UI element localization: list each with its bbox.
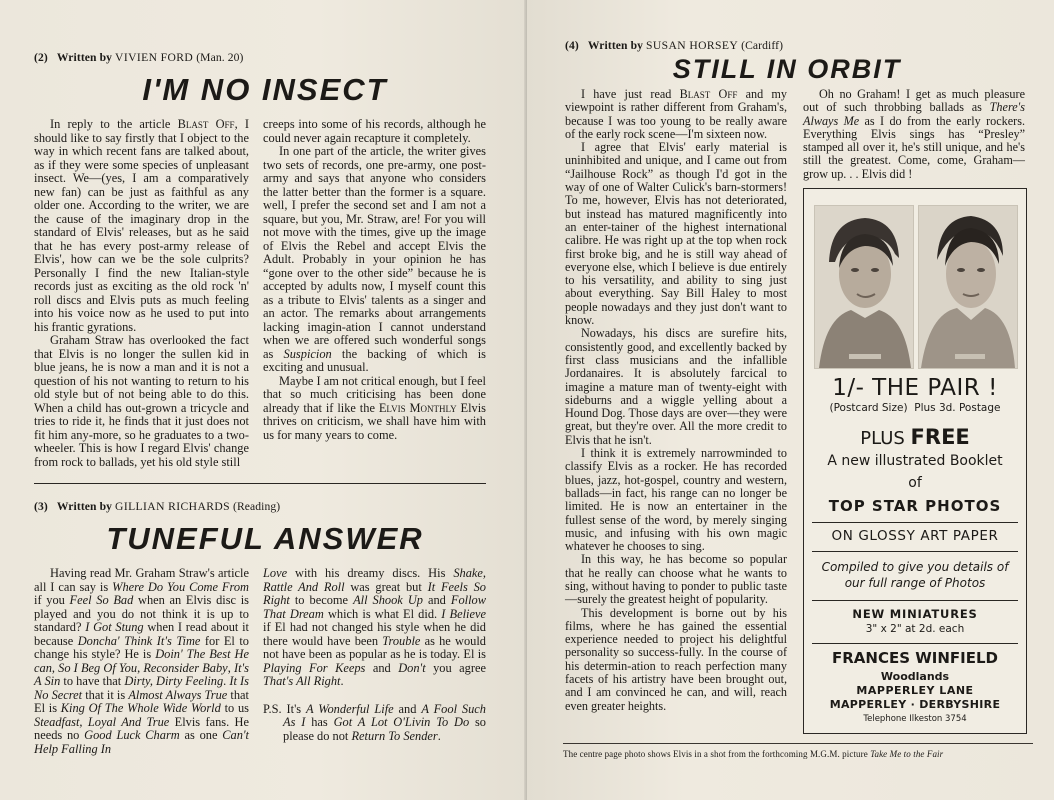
compiled-line-1: Compiled to give you details of xyxy=(821,560,1009,574)
song-title: Follow That Dream xyxy=(263,593,486,621)
text-run: which is what El did. xyxy=(323,606,442,621)
song-title: Almost Always True xyxy=(128,687,228,702)
song-title: King Of The Whole Wide World xyxy=(60,701,221,715)
telephone: Telephone Ilkeston 3754 xyxy=(863,714,967,724)
text-run: that it is xyxy=(82,687,129,702)
song-title: That's All Right xyxy=(263,674,341,688)
miniature-size: 3" x 2" at 2d. each xyxy=(865,623,965,635)
plus-free: PLUS FREE xyxy=(860,425,970,449)
song-title: Return To Sender xyxy=(351,728,438,743)
song-title: Love xyxy=(263,566,288,580)
section-divider xyxy=(34,483,486,484)
advert-rule xyxy=(812,600,1018,601)
text-run: , xyxy=(227,660,234,675)
song-title: Feel So Bad xyxy=(69,593,134,607)
text-run: when an Elvis disc is played and you do not think it is up to standard? xyxy=(34,593,249,634)
written-by-label: Written by xyxy=(587,39,644,52)
byline-article-3 xyxy=(34,500,280,513)
song-title: Good Luck Charm xyxy=(84,728,180,742)
advert-rule xyxy=(812,643,1018,644)
text-run: was great but xyxy=(344,579,428,594)
song-title: So I Beg Of You xyxy=(58,660,138,675)
song-title: Can't Help Falling In xyxy=(34,728,249,756)
text-run: . xyxy=(437,728,441,743)
top-star-photos: TOP STAR PHOTOS xyxy=(828,497,1002,515)
magazine-name: Blast Off xyxy=(679,87,738,101)
article-number: (3) xyxy=(34,500,48,513)
author-origin: (Reading) xyxy=(232,500,281,513)
byline-article-2 xyxy=(34,51,243,64)
text-run: has xyxy=(305,715,334,729)
song-title: It Is No Secret xyxy=(34,674,250,702)
song-title: A Wonderful Life xyxy=(306,701,394,716)
glossy-art-paper: ON GLOSSY ART PAPER xyxy=(831,528,999,544)
article-3-column-1 xyxy=(34,567,249,756)
advert-rule xyxy=(812,551,1018,552)
text-run: as he would not have been as popular as he is today. El is xyxy=(263,633,486,661)
author-name: VIVIEN FORD xyxy=(115,51,194,64)
article-number: (4) xyxy=(565,39,579,52)
song-title: Playing For Keeps xyxy=(263,660,366,675)
seller-name: FRANCES WINFIELD xyxy=(831,649,998,667)
song-title: Where Do You Come From xyxy=(112,579,249,594)
text-run: . xyxy=(223,674,230,688)
size-and-postage: (Postcard Size) Plus 3d. Postage xyxy=(829,402,1001,414)
song-title: Reconsider Baby xyxy=(143,660,228,675)
byline-article-4 xyxy=(565,39,783,52)
text-run: and xyxy=(393,701,422,716)
text-run: P.S. It's xyxy=(263,701,307,716)
text-run: with his dreamy discs. His xyxy=(287,566,454,580)
song-title: Don't xyxy=(398,660,426,675)
song-title: It Feels So Right xyxy=(263,579,486,607)
article-3-paragraph xyxy=(263,567,486,689)
address-line-3: MAPPERLEY · DERBYSHIRE xyxy=(829,698,1001,711)
article-4-column-1: I have just read Blast Off and my viewpoint is rather different from Graham's, because I was too young to be really aware of the early rock scene—I'm sixteen now. I agree that Elvis' early material is uninhibited and unique, and I came out from “Jailhouse Rock” as though I'd got in the way of one of Walter Culick's barn-stormers! To me, however, Elvis has not deteriorated, but instead has matured magnificently into an enter-tainer of the highest international calibre. He was right up at the top when rock first broke big, and he is still way ahead of everyone else, which I believe is due entirely to his versatility, and ability to sing just about everything. Say Bill Haley to most people nowadays and they just don't want to know. Nowadays, his discs are surefire hits, consistently good, and excellently backed by first class musicians and the infallible Jordanaires. It is absolutely farcical to imagine a mature man of twenty-eight with sideburns and a wiggle yelling about a Hound Dog. Those days are over—they were great, but they're over. All the more credit to Elvis that he isn't. I think it is extremely narrowminded to classify Elvis as a rocker. He has recorded blues, jazz, hot-gospel, country and western, ballads—in fact, his range can no longer be limited. He is now an entertainer in the fullest sense of the word, by merely singing music, and infusing with his own magic whatever he chooses to sing. In this way, he has become so popular that he really can choose what he wants to sing, without having to ponder to public taste—surely the greatest height of popularity. This development is borne out by his films, where he has gained the essential experience needed to project his delightful personality so success-fully. In the course of his determin-ation to reach perfection many facets of his artistry have been brought out, and I am convinced he can, and will, reach even greater heights. xyxy=(565,87,787,713)
elvis-photo-right xyxy=(918,205,1018,369)
author-name: GILLIAN RICHARDS xyxy=(115,500,230,513)
caption-rule xyxy=(563,743,1033,744)
compiled-line-2: our full range of Photos xyxy=(844,576,986,590)
article-2-column-1: In reply to the article Blast Off, I should like to say firstly that I object to the way in which recent fans are talked about, as if they were some species of unpleasant insect. We—(yes, I am a comparatively new fan) can be just as faithful as any older one. According to the writer, we are the cause of the imaginary drop in the standard of Elvis' releases, but as he said that he has every post-army release of Elvis', how can we be the sole culprits? Personally I find the new Italian-style records just as exciting as the old rock 'n' roll discs and Elvis puts as much feeling into his voice now as he used to put into his frantic gyrations. Graham Straw has overlooked the fact that Elvis is no longer the sullen kid in blue jeans, he is now a man and it is not a question of his not wanting to return to his old style but of not being able to do this. When a child has out-grown a tricycle and tries to ride it, he finds that it just does not fit him any-more, so he graduates to a two-wheeler. This is how I regard Elvis' change from rock to ballads, yet his old style still xyxy=(34,117,250,469)
text-run: if El had not changed his style when he did there would have been xyxy=(263,620,486,648)
right-page xyxy=(527,0,1054,800)
postscript xyxy=(263,703,486,744)
song-title: Shake, Rattle And Roll xyxy=(263,566,486,594)
song-title: I Got Stung xyxy=(85,620,144,634)
text-run: for El to change his style? He is xyxy=(34,633,249,661)
text-run: as one xyxy=(179,728,223,742)
article-number: (2) xyxy=(34,51,48,64)
text-run: and xyxy=(365,660,399,675)
text-run: you agree xyxy=(425,660,486,675)
headline-still-in-orbit: STILL IN ORBIT xyxy=(672,54,902,84)
song-title: It's A Sin xyxy=(34,660,249,688)
booklet-line-2: of xyxy=(908,475,922,491)
headline-im-no-insect: I'M NO INSECT xyxy=(142,72,388,107)
song-title: All Shook Up xyxy=(353,593,423,607)
song-title: Dirty, Dirty Feeling xyxy=(124,674,224,688)
article-4-column-2: Oh no Graham! I get as much pleasure out of such throbbing ballads as There's Always Me as I do from the early rockers. Everything Elvis sings has “Presley” stamped all over it, he's still unique, and he's still the greatest. Come, come, Graham—grow up. . . Elvis did ! xyxy=(803,87,1025,181)
song-title: Trouble xyxy=(382,633,421,648)
article-3-column-2 xyxy=(263,567,486,743)
text-run: so please do not xyxy=(283,715,486,743)
author-name: SUSAN HORSEY xyxy=(646,39,739,52)
advert-rule xyxy=(812,522,1018,523)
address-line-2: MAPPERLEY LANE xyxy=(856,684,974,697)
article-3-paragraph xyxy=(34,567,249,756)
address-line-1: Woodlands xyxy=(880,670,950,683)
text-run: to have that xyxy=(60,674,125,688)
author-origin: (Man. 20) xyxy=(196,51,244,64)
song-title: A Fool Such As I xyxy=(283,701,486,729)
song-title: Steadfast, Loyal And True xyxy=(34,714,170,729)
text-run: , xyxy=(51,660,59,675)
written-by-label: Written by xyxy=(56,500,113,513)
written-by-label: Written by xyxy=(56,51,113,64)
text-run: and xyxy=(422,593,451,607)
new-miniatures: NEW MINIATURES xyxy=(852,607,978,621)
song-title: Got A Lot O'Livin To Do xyxy=(333,715,470,729)
magazine-name: Elvis Monthly xyxy=(378,400,457,415)
text-run: to become xyxy=(289,593,354,607)
song-title: Doncha' Think It's Time xyxy=(77,633,201,648)
text-run: Having read Mr. Graham Straw's article all I can say is xyxy=(34,566,249,594)
text-run: that El is xyxy=(34,687,249,715)
elvis-photo-left xyxy=(814,205,914,369)
text-run: Elvis fans. He needs no xyxy=(34,714,249,742)
text-run: . xyxy=(340,674,344,688)
song-title: Doin' The Best He can xyxy=(34,647,249,675)
headline-tuneful-answer: TUNEFUL ANSWER xyxy=(106,521,424,556)
photo-advert xyxy=(803,188,1027,734)
photo-caption: The centre page photo shows Elvis in a shot from the forthcoming M.G.M. picture Take Me to the Fair xyxy=(563,749,944,759)
text-run: when I read about it because xyxy=(34,620,249,648)
article-2-column-2: creeps into some of his records, although he could never again recapture it completely. In one part of the article, the writer gives two sets of records, one pre-army, one post-army and says that anyone who considers the latter better than the former is a square. well, I prefer the second set and I am not a square, but you, Mr. Straw, are! For you will not move with the times, give up the image of Elvis the Rebel and accept Elvis the Adult. Probably in your opinion he has “gone over to the other side” because he is accepted by adults now, I myself count this as a tribute to Elvis' talents as a singer and an actor. The remarks about arrangements lacking imagin-ation I cannot understand when we are offered such wonderful songs as Suspicion the backing of which is exciting and unusual. Maybe I am not critical enough, but I feel that so much criticising has been done already that if like the Elvis Monthly Elvis thrives on criticism, we shall have him with us for many years to come. xyxy=(263,117,487,442)
author-origin: (Cardiff) xyxy=(741,39,784,52)
text-run: if you xyxy=(34,593,70,607)
text-run: , xyxy=(137,660,144,675)
booklet-line-1: A new illustrated Booklet xyxy=(827,453,1003,469)
song-title: I Believe xyxy=(441,606,486,621)
magazine-name: Blast Off xyxy=(177,117,235,131)
price-line: 1/- THE PAIR ! xyxy=(832,375,998,401)
text-run: to us xyxy=(220,701,249,715)
